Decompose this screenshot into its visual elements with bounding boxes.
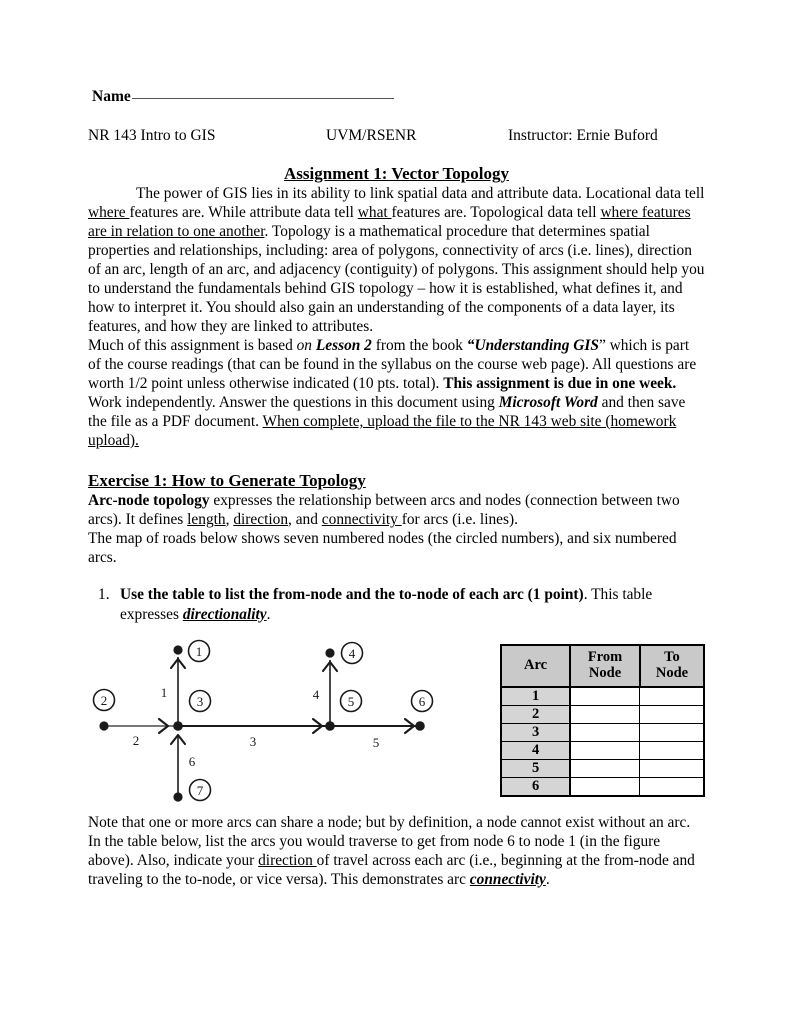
question-1-period: . <box>266 605 271 623</box>
node-2-label: 2 <box>100 692 108 708</box>
to-node-input-cell[interactable] <box>640 741 704 759</box>
question-1-emphasis: directionality <box>182 605 267 623</box>
institution-name: UVM/RSENR <box>326 126 417 144</box>
from-node-line-1: From <box>587 649 623 666</box>
node-7-label-badge <box>190 779 211 800</box>
node-1-label-badge <box>189 640 210 661</box>
node-7-label: 7 <box>196 782 204 798</box>
arc-4-label: 4 <box>312 686 320 702</box>
node-6-label: 6 <box>418 693 426 709</box>
arc-1-label: 1 <box>160 684 168 700</box>
page-content <box>88 0 705 889</box>
arc-3-label: 3 <box>249 733 257 749</box>
to-node-input-cell[interactable] <box>640 759 704 777</box>
exercise-1-heading: Exercise 1: How to Generate Topology <box>88 471 366 491</box>
from-node-input-cell[interactable] <box>570 741 640 759</box>
arc-5-label: 5 <box>372 734 380 750</box>
question-1 <box>88 585 705 623</box>
from-node-input-cell[interactable] <box>570 723 640 741</box>
from-node-line-2: Node <box>588 664 622 681</box>
intro-text-3: features are. Topological data tell <box>391 203 601 221</box>
note-text-1: Note that one or more arcs can share a node; but by definition, a node cannot exist without an arc. In the table below, list the arcs you would traverse to get from node 6 to node 1 (in the figure above). Also, indicate your <box>88 813 691 869</box>
arc-number-cell: 3 <box>501 723 570 741</box>
instructor-name: Instructor: Ernie Buford <box>508 126 658 144</box>
based-book-title: “Understanding GIS <box>466 336 599 354</box>
arc-from-to-table <box>500 644 705 797</box>
map-intro-paragraph: The map of roads below shows seven numbered nodes (the circled numbers), and six numbered arcs. <box>88 530 677 567</box>
arc-number-cell: 4 <box>501 741 570 759</box>
arc-number-cell: 5 <box>501 759 570 777</box>
node-5-dot <box>325 721 335 731</box>
arc-node-text-3: , and <box>288 511 322 529</box>
figure-and-table-band <box>88 635 705 813</box>
to-node-line-2: Node <box>655 664 689 681</box>
arc-node-text-2: , <box>225 511 234 529</box>
column-header-to-node <box>640 645 704 687</box>
note-paragraph <box>88 813 705 889</box>
course-info-row <box>88 127 705 147</box>
intro-text-4: . Topology is a mathematical procedure that determines spatial properties and relationships, including: area of polygons, connectivity of arcs (i.e. lines), direction of an arc, length of an arc, and adjacency (contiguity) of polygons. This assignment should help you to understand the fundamentals behind GIS topology – how it is established, what defines it, and how to interpret it. You should also gain an understanding of the components of a data layer, its features, and how they are linked to attributes. <box>88 222 705 335</box>
node-4-label-badge <box>342 642 363 663</box>
column-header-arc: Arc <box>501 645 570 687</box>
question-1-bold-text: Use the table to list the from-node and the to-node of each arc (1 point) <box>120 586 584 604</box>
based-text-2: from the book <box>371 336 467 354</box>
table-row <box>501 759 704 777</box>
intro-underline-what: what <box>357 203 392 221</box>
name-blank-line[interactable] <box>132 98 394 99</box>
arc-2-label: 2 <box>132 732 140 748</box>
arc-node-term: Arc-node topology <box>88 492 210 510</box>
table-row <box>501 741 704 759</box>
road-network-diagram <box>88 635 488 813</box>
arc-node-underline-length: length <box>187 511 226 529</box>
arc-number-cell: 6 <box>501 777 570 796</box>
based-text-3: ” which is part of the course readings (that can be found in the syllabus on the course web page). All questions are worth 1/2 point unless otherwise indicated (10 pts. total). <box>88 336 697 392</box>
note-emphasis-connectivity: connectivity <box>469 870 546 888</box>
node-2-dot <box>99 721 108 730</box>
table-row <box>501 723 704 741</box>
node-4-dot <box>325 648 334 657</box>
arc-node-underline-direction: direction <box>233 511 289 529</box>
table-row <box>501 777 704 796</box>
based-due-notice: This assignment is due in one week. <box>443 374 677 392</box>
based-upload-instruction: When complete, upload the file to the NR 143 web site (homework upload). <box>88 413 677 450</box>
node-5-label-badge <box>341 690 362 711</box>
to-node-input-cell[interactable] <box>640 723 704 741</box>
note-text-3: . <box>545 870 550 888</box>
arc-number-cell: 1 <box>501 687 570 706</box>
intro-text-2: features are. While attribute data tell <box>129 203 358 221</box>
note-underline-direction: direction <box>258 851 317 869</box>
from-node-input-cell[interactable] <box>570 687 640 706</box>
arc-node-underline-connectivity: connectivity <box>321 511 402 529</box>
based-software-name: Microsoft Word <box>498 393 598 411</box>
arc-node-text-1: expresses the relationship between arcs and nodes (connection between two arcs). It defines <box>88 492 680 529</box>
node-5-label: 5 <box>347 693 355 709</box>
column-header-from-node <box>570 645 640 687</box>
course-code: NR 143 Intro to GIS <box>88 126 216 144</box>
node-1-label: 1 <box>195 643 203 659</box>
based-lesson-ref: Lesson 2 <box>315 336 372 354</box>
node-7-dot <box>173 792 182 801</box>
to-node-input-cell[interactable] <box>640 705 704 723</box>
based-text-1: Much of this assignment is based <box>88 336 297 354</box>
node-4-label: 4 <box>348 645 356 661</box>
intro-paragraph <box>88 184 705 336</box>
from-node-input-cell[interactable] <box>570 705 640 723</box>
arc-node-text-4: for arcs (i.e. lines). <box>401 511 518 529</box>
node-3-label: 3 <box>196 693 204 709</box>
table-header <box>501 645 704 687</box>
arc-6-label: 6 <box>188 753 196 769</box>
based-text-4: Work independently. Answer the questions in this document using <box>88 393 499 411</box>
node-3-dot <box>173 721 183 731</box>
node-3-label-badge <box>190 690 211 711</box>
table-row <box>501 705 704 723</box>
table-body <box>501 687 704 796</box>
arc-number-cell: 2 <box>501 705 570 723</box>
node-1-dot <box>173 645 182 654</box>
node-6-label-badge <box>412 690 433 711</box>
table-header-row <box>501 645 704 687</box>
to-node-input-cell[interactable] <box>640 777 704 796</box>
name-label: Name <box>92 88 131 105</box>
question-1-plain-text: . This table expresses <box>120 586 653 623</box>
table-row <box>501 687 704 706</box>
to-node-line-1: To <box>664 649 680 666</box>
name-field-row <box>88 88 705 106</box>
node-6-dot <box>415 721 425 731</box>
node-2-label-badge <box>94 689 115 710</box>
to-node-input-cell[interactable] <box>640 687 704 706</box>
intro-underline-where: where <box>88 203 130 221</box>
question-1-number: 1. <box>98 586 110 604</box>
arc-node-paragraph <box>88 491 705 529</box>
based-on-paragraph <box>88 336 705 450</box>
page-title: Assignment 1: Vector Topology <box>284 163 509 183</box>
based-text-5: and then save the file as a PDF document. <box>88 393 686 430</box>
note-text-2: of travel across each arc (i.e., beginning at the from-node and traveling to the to-node, or vice versa). This demonstrates arc <box>88 851 695 888</box>
based-italic-on: on <box>296 336 316 354</box>
from-node-input-cell[interactable] <box>570 777 640 796</box>
from-node-input-cell[interactable] <box>570 759 640 777</box>
intro-underline-relation: where features are in relation to one another <box>88 203 691 240</box>
intro-text-1: The power of GIS lies in its ability to link spatial data and attribute data. Locational data tell <box>136 184 705 202</box>
